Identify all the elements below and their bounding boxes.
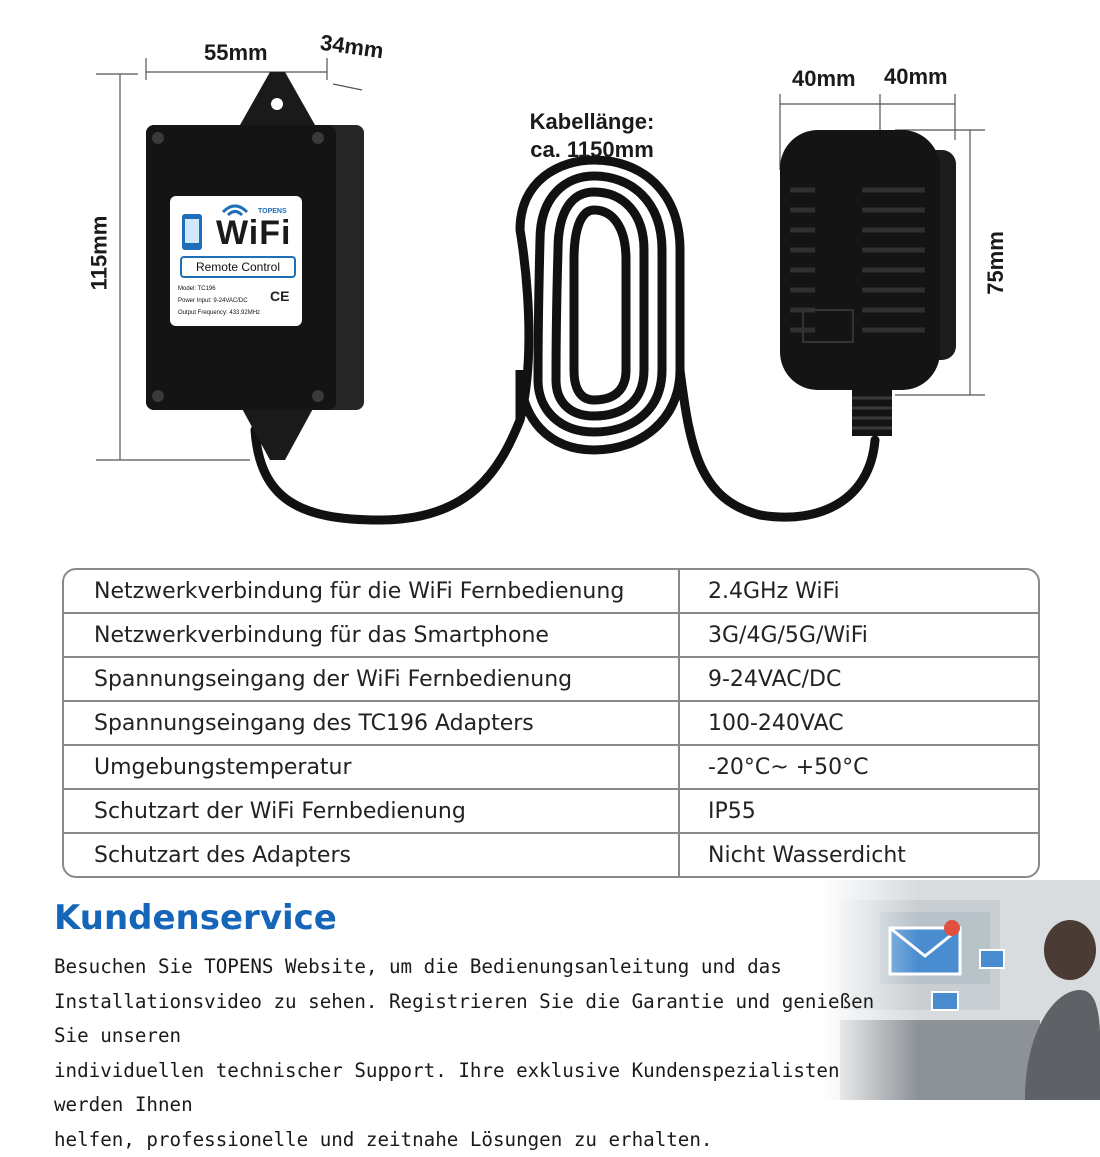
spec-label: Spannungseingang des TC196 Adapters <box>64 702 678 746</box>
customer-service-line: Besuchen Sie TOPENS Website, um die Bedienungsanleitung und das <box>54 950 904 985</box>
cable-length-label <box>512 108 672 164</box>
spec-label: Spannungseingang der WiFi Fernbedienung <box>64 658 678 702</box>
spec-table <box>62 568 1040 878</box>
adapter-width-label: 40mm <box>792 66 856 92</box>
table-row <box>64 614 1038 658</box>
cable-length-line1: Kabellänge: <box>512 108 672 136</box>
device-model: Model: TC196 <box>178 286 216 292</box>
spec-value: 9-24VAC/DC <box>678 658 1038 702</box>
cable-length-line2: ca. 1150mm <box>512 136 672 164</box>
device-power-input: Power Input: 9-24VAC/DC <box>178 298 248 304</box>
table-row <box>64 834 1038 876</box>
box-width-label: 55mm <box>204 40 268 66</box>
smartphone-icon <box>180 212 204 252</box>
device-output-frequency: Output Frequency: 433.92MHz <box>178 310 260 316</box>
table-row <box>64 702 1038 746</box>
table-row <box>64 658 1038 702</box>
spec-value: -20°C~ +50°C <box>678 746 1038 790</box>
customer-service-title: Kundenservice <box>54 898 337 938</box>
customer-service-text <box>54 950 904 1157</box>
spec-label: Schutzart der WiFi Fernbedienung <box>64 790 678 834</box>
brand-logo: TOPENS <box>258 208 287 215</box>
customer-service-line: helfen, professionelle und zeitnahe Lösungen zu erhalten. <box>54 1123 904 1157</box>
adapter-height-label: 75mm <box>983 231 1009 295</box>
spec-value: 3G/4G/5G/WiFi <box>678 614 1038 658</box>
spec-label: Netzwerkverbindung für das Smartphone <box>64 614 678 658</box>
table-row <box>64 570 1038 614</box>
customer-service-line: individuellen technischer Support. Ihre exklusive Kundenspezialisten werden Ihnen <box>54 1054 904 1123</box>
adapter-depth-label: 40mm <box>884 64 948 90</box>
device-title: WiFi <box>216 214 291 253</box>
spec-value: IP55 <box>678 790 1038 834</box>
spec-label: Schutzart des Adapters <box>64 834 678 876</box>
box-height-label: 115mm <box>86 216 112 291</box>
customer-service-line: Installationsvideo zu sehen. Registrieren Sie die Garantie und genießen Sie unseren <box>54 985 904 1054</box>
spec-label: Umgebungstemperatur <box>64 746 678 790</box>
device-sticker <box>170 196 302 326</box>
spec-label: Netzwerkverbindung für die WiFi Fernbedienung <box>64 570 678 614</box>
table-row <box>64 790 1038 834</box>
device-subtitle: Remote Control <box>180 256 296 278</box>
spec-value: 100-240VAC <box>678 702 1038 746</box>
spec-value: Nicht Wasserdicht <box>678 834 1038 876</box>
ce-mark: CE <box>270 288 289 304</box>
spec-value: 2.4GHz WiFi <box>678 570 1038 614</box>
box-depth-label: 34mm <box>319 30 386 65</box>
table-row <box>64 746 1038 790</box>
